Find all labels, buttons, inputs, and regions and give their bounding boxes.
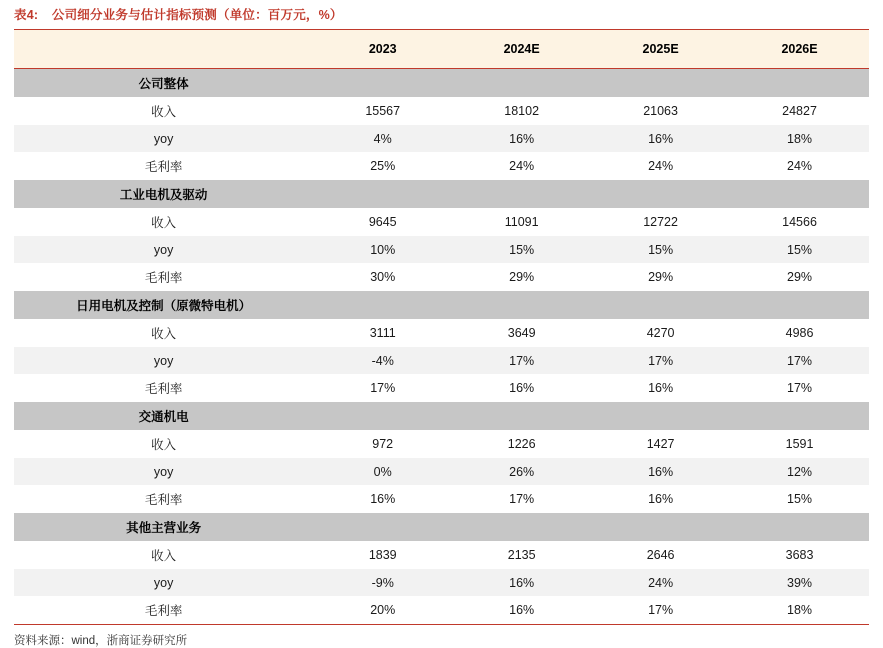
cell-2026e: 18%: [730, 125, 869, 152]
cell-2025e: 21063: [591, 97, 730, 125]
group-name: 工业电机及驱动: [14, 180, 313, 208]
cell-2024e: 11091: [452, 208, 591, 236]
group-spacer: [452, 402, 591, 430]
cell-2025e: 15%: [591, 236, 730, 263]
cell-2023: -4%: [313, 347, 452, 374]
cell-2026e: 3683: [730, 541, 869, 569]
cell-2023: -9%: [313, 569, 452, 596]
cell-2026e: 15%: [730, 236, 869, 263]
table-row: [14, 97, 869, 125]
group-spacer: [452, 291, 591, 319]
cell-2026e: 14566: [730, 208, 869, 236]
row-label: 收入: [14, 319, 313, 347]
group-spacer: [313, 180, 452, 208]
cell-2024e: 17%: [452, 347, 591, 374]
cell-2024e: 3649: [452, 319, 591, 347]
column-header-2023: 2023: [313, 30, 452, 69]
group-spacer: [313, 402, 452, 430]
cell-2026e: 17%: [730, 374, 869, 402]
cell-2026e: 1591: [730, 430, 869, 458]
cell-2023: 15567: [313, 97, 452, 125]
table-row: [14, 541, 869, 569]
group-spacer: [730, 513, 869, 541]
cell-2026e: 24827: [730, 97, 869, 125]
table-group-header: [14, 402, 869, 430]
group-spacer: [730, 291, 869, 319]
cell-2024e: 16%: [452, 374, 591, 402]
financial-table-container: [14, 29, 869, 625]
cell-2024e: 15%: [452, 236, 591, 263]
cell-2026e: 17%: [730, 347, 869, 374]
row-label: 毛利率: [14, 152, 313, 180]
group-spacer: [730, 402, 869, 430]
cell-2026e: 39%: [730, 569, 869, 596]
table-caption: [0, 0, 883, 29]
row-label: 收入: [14, 97, 313, 125]
row-label: yoy: [14, 236, 313, 263]
table-group-header: [14, 180, 869, 208]
table-row: [14, 430, 869, 458]
group-spacer: [452, 513, 591, 541]
group-spacer: [730, 180, 869, 208]
cell-2025e: 17%: [591, 347, 730, 374]
table-row: [14, 485, 869, 513]
cell-2024e: 26%: [452, 458, 591, 485]
table-group-header: [14, 69, 869, 98]
cell-2024e: 24%: [452, 152, 591, 180]
cell-2025e: 16%: [591, 458, 730, 485]
table-header-row: [14, 30, 869, 69]
table-row: [14, 347, 869, 374]
cell-2023: 30%: [313, 263, 452, 291]
row-label: yoy: [14, 125, 313, 152]
cell-2024e: 17%: [452, 485, 591, 513]
cell-2024e: 29%: [452, 263, 591, 291]
financial-table: [14, 30, 869, 624]
row-label: 毛利率: [14, 374, 313, 402]
table-caption-label: 表4:: [14, 8, 39, 22]
cell-2026e: 12%: [730, 458, 869, 485]
cell-2025e: 1427: [591, 430, 730, 458]
cell-2025e: 29%: [591, 263, 730, 291]
group-spacer: [591, 69, 730, 98]
row-label: yoy: [14, 458, 313, 485]
table-group-header: [14, 513, 869, 541]
table-head: [14, 30, 869, 69]
column-header-metric: [14, 30, 313, 69]
cell-2024e: 18102: [452, 97, 591, 125]
table-row: [14, 152, 869, 180]
column-header-2026e: 2026E: [730, 30, 869, 69]
cell-2025e: 24%: [591, 152, 730, 180]
cell-2023: 20%: [313, 596, 452, 624]
source-org: 浙商证券研究所: [106, 635, 188, 647]
group-spacer: [313, 69, 452, 98]
cell-2023: 4%: [313, 125, 452, 152]
row-label: 毛利率: [14, 485, 313, 513]
cell-2024e: 16%: [452, 596, 591, 624]
cell-2024e: 1226: [452, 430, 591, 458]
cell-2026e: 18%: [730, 596, 869, 624]
group-name: 公司整体: [14, 69, 313, 98]
group-spacer: [591, 402, 730, 430]
source-label: 资料来源：wind，: [14, 635, 107, 647]
cell-2023: 17%: [313, 374, 452, 402]
cell-2025e: 24%: [591, 569, 730, 596]
source-note: [0, 625, 883, 648]
cell-2023: 25%: [313, 152, 452, 180]
row-label: 收入: [14, 541, 313, 569]
cell-2026e: 4986: [730, 319, 869, 347]
table-row: [14, 319, 869, 347]
cell-2024e: 16%: [452, 125, 591, 152]
group-spacer: [313, 291, 452, 319]
table-row: [14, 569, 869, 596]
table-row: [14, 125, 869, 152]
cell-2024e: 2135: [452, 541, 591, 569]
group-name: 交通机电: [14, 402, 313, 430]
row-label: yoy: [14, 347, 313, 374]
row-label: 收入: [14, 430, 313, 458]
cell-2025e: 17%: [591, 596, 730, 624]
group-spacer: [730, 69, 869, 98]
cell-2023: 9645: [313, 208, 452, 236]
table-group-header: [14, 291, 869, 319]
table-row: [14, 596, 869, 624]
group-spacer: [452, 69, 591, 98]
cell-2023: 10%: [313, 236, 452, 263]
table-row: [14, 374, 869, 402]
cell-2025e: 12722: [591, 208, 730, 236]
row-label: 收入: [14, 208, 313, 236]
cell-2026e: 24%: [730, 152, 869, 180]
column-header-2025e: 2025E: [591, 30, 730, 69]
cell-2025e: 4270: [591, 319, 730, 347]
table-row: [14, 236, 869, 263]
group-name: 其他主营业务: [14, 513, 313, 541]
group-spacer: [591, 291, 730, 319]
group-spacer: [591, 513, 730, 541]
row-label: yoy: [14, 569, 313, 596]
group-name: 日用电机及控制（原微特电机）: [14, 291, 313, 319]
group-spacer: [452, 180, 591, 208]
table-body: [14, 69, 869, 625]
cell-2023: 0%: [313, 458, 452, 485]
cell-2026e: 29%: [730, 263, 869, 291]
table-row: [14, 208, 869, 236]
table-row: [14, 458, 869, 485]
row-label: 毛利率: [14, 596, 313, 624]
cell-2024e: 16%: [452, 569, 591, 596]
cell-2023: 3111: [313, 319, 452, 347]
cell-2025e: 2646: [591, 541, 730, 569]
cell-2025e: 16%: [591, 125, 730, 152]
column-header-2024e: 2024E: [452, 30, 591, 69]
table-row: [14, 263, 869, 291]
table-caption-text: 公司细分业务与估计指标预测（单位：百万元，%）: [51, 8, 343, 22]
group-spacer: [313, 513, 452, 541]
cell-2025e: 16%: [591, 485, 730, 513]
cell-2023: 972: [313, 430, 452, 458]
cell-2026e: 15%: [730, 485, 869, 513]
group-spacer: [591, 180, 730, 208]
row-label: 毛利率: [14, 263, 313, 291]
cell-2023: 16%: [313, 485, 452, 513]
cell-2023: 1839: [313, 541, 452, 569]
cell-2025e: 16%: [591, 374, 730, 402]
